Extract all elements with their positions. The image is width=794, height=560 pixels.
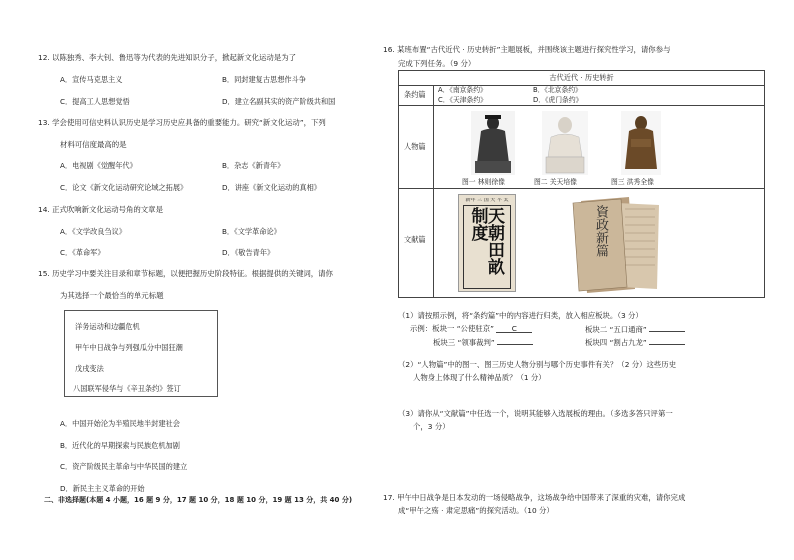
q14-option-c: C．《革命军》 [60, 248, 105, 257]
q12-stem: 12. 以陈独秀、李大钊、鲁迅等为代表的先进知识分子，掀起新文化运动是为了 [38, 53, 296, 62]
board4-label: 板块四 “割占九龙” [585, 338, 647, 347]
q13-option-a: A．电视剧《觉醒年代》 [60, 161, 137, 170]
board3-label: 板块三 “领事裁判” [433, 338, 495, 347]
tianchao-tianmu-zhidu-document-image [458, 194, 516, 292]
q16-exhibit-table [398, 70, 765, 298]
q15-option-c: C．资产阶级民主革命与中华民国的建立 [60, 462, 188, 471]
board2-answer-blank[interactable] [649, 325, 685, 332]
q14-stem: 14. 正式吹响新文化运动号角的文章是 [38, 205, 163, 214]
row-label-document: 文献篇 [404, 235, 426, 244]
q12-option-b: B．同封建复古思想作斗争 [222, 75, 306, 84]
q15-keyword: 戊戌变法 [75, 364, 104, 373]
q14-option-d: D．《敬告青年》 [222, 248, 275, 257]
q15-keyword: 洋务运动和边疆危机 [75, 322, 140, 331]
q12-option-a: A．宣传马克思主义 [60, 75, 123, 84]
q16-sub2-line1: （2）“人物篇”中的图一、图三历史人物分别与哪个历史事件有关？（2 分）这些历史 [398, 360, 677, 369]
q12-option-d: D．建立名副其实的资产阶级共和国 [222, 97, 336, 106]
q13-option-b: B．杂志《新青年》 [222, 161, 285, 170]
q16-sub1-line1: （1）请按照示例，将“条约篇”中的内容进行归类，放入相应板块。（3 分） [398, 311, 643, 320]
figure-caption: 图二 关天培像 [534, 178, 577, 186]
q15-keyword-box [64, 310, 218, 397]
q16-sub1-example [410, 325, 532, 333]
q13-option-c: C．论文《新文化运动研究论域之拓展》 [60, 183, 188, 192]
zizheng-xinpian-document-image [569, 197, 661, 293]
q16-sub3-line2: 个，3 分） [413, 422, 450, 431]
doc2-title: 資政新篇 [593, 205, 608, 257]
q17-stem-line1: 17. 甲午中日战争是日本发动的一场侵略战争，这场战争给中国带来了深重的灾难，请你完成 [383, 493, 686, 502]
treaty-item: C．《天津条约》 [438, 96, 487, 104]
q15-stem-line2: 为其选择一个最恰当的单元标题 [60, 291, 164, 300]
q16-sub3-line1: （3）请你从“文献篇”中任选一个，说明其能够入选展板的理由。（多选多答只评第一 [398, 409, 673, 418]
q16-board2 [585, 325, 685, 333]
board3-answer-blank[interactable] [497, 338, 533, 345]
q14-option-a: A．《文学改良刍议》 [60, 227, 127, 236]
q13-stem-line2: 材料可信度最高的是 [60, 140, 127, 149]
q14-option-b: B．《文学革命论》 [222, 227, 281, 236]
q13-option-d: D．讲座《新文化运动的真相》 [222, 183, 321, 192]
row-label-person: 人物篇 [404, 142, 426, 151]
q15-keyword: 八国联军侵华与《辛丑条约》签订 [73, 384, 181, 393]
row-label-treaty: 条约篇 [404, 90, 426, 99]
q16-stem-line2: 完成下列任务。（9 分） [398, 59, 476, 68]
q16-sub2-line2: 人物身上体现了什么精神品质？（1 分） [413, 373, 546, 382]
table-title: 古代近代 · 历史转折 [549, 73, 614, 82]
doc1-title: 天朝田畝制度 [467, 207, 504, 275]
guan-tianpei-statue-image [542, 111, 588, 175]
q16-board3 [433, 338, 533, 346]
hong-xiuquan-statue-image [621, 111, 661, 175]
treaty-item: A．《南京条约》 [438, 86, 487, 94]
board4-answer-blank[interactable] [649, 338, 685, 345]
example-answer: C [496, 326, 532, 333]
board2-label: 板块二 “五口通商” [585, 325, 647, 334]
q15-keyword: 甲午中日战争与列强瓜分中国狂潮 [75, 343, 183, 352]
q17-stem-line2: 成“甲午之殇 · 肃定思痛”的探究活动。（10 分） [398, 506, 554, 515]
q15-option-a: A．中国开始沦为半殖民地半封建社会 [60, 419, 180, 428]
lin-zexu-statue-image [471, 111, 515, 175]
q15-stem-line1: 15. 历史学习中要关注目录和章节标题，以便把握历史阶段特征。根据提供的关键词，请你 [38, 269, 333, 278]
treaty-item: B．《北京条约》 [533, 86, 582, 94]
treaty-item: D．《虎门条约》 [533, 96, 583, 104]
example-label: 示例：板块一 “公使驻京” [410, 324, 494, 333]
q16-stem-line1: 16. 某班布置“古代近代 · 历史转折”主题展板，并围绕该主题进行探究性学习，请你参与 [383, 45, 671, 54]
q13-stem-line1: 13. 学会使用可信史料认识历史是学习历史应具备的重要能力。研究“新文化运动”，下列 [38, 118, 326, 127]
q16-board4 [585, 338, 685, 346]
figure-caption: 图三 洪秀全像 [611, 178, 654, 186]
section-2-heading: 二、非选择题(本题 4 小题，16 题 9 分，17 题 10 分，18 题 10 分，19 题 13 分，共 40 分) [44, 496, 353, 504]
doc1-header: 新年 三 国 天 平 太 [465, 198, 509, 203]
figure-caption: 图一 林则徐像 [462, 178, 505, 186]
q12-option-c: C．提高工人思想觉悟 [60, 97, 130, 106]
q15-option-d: D．新民主主义革命的开始 [60, 484, 145, 493]
q15-option-b: B．近代化的早期探索与民族危机加剧 [60, 441, 180, 450]
